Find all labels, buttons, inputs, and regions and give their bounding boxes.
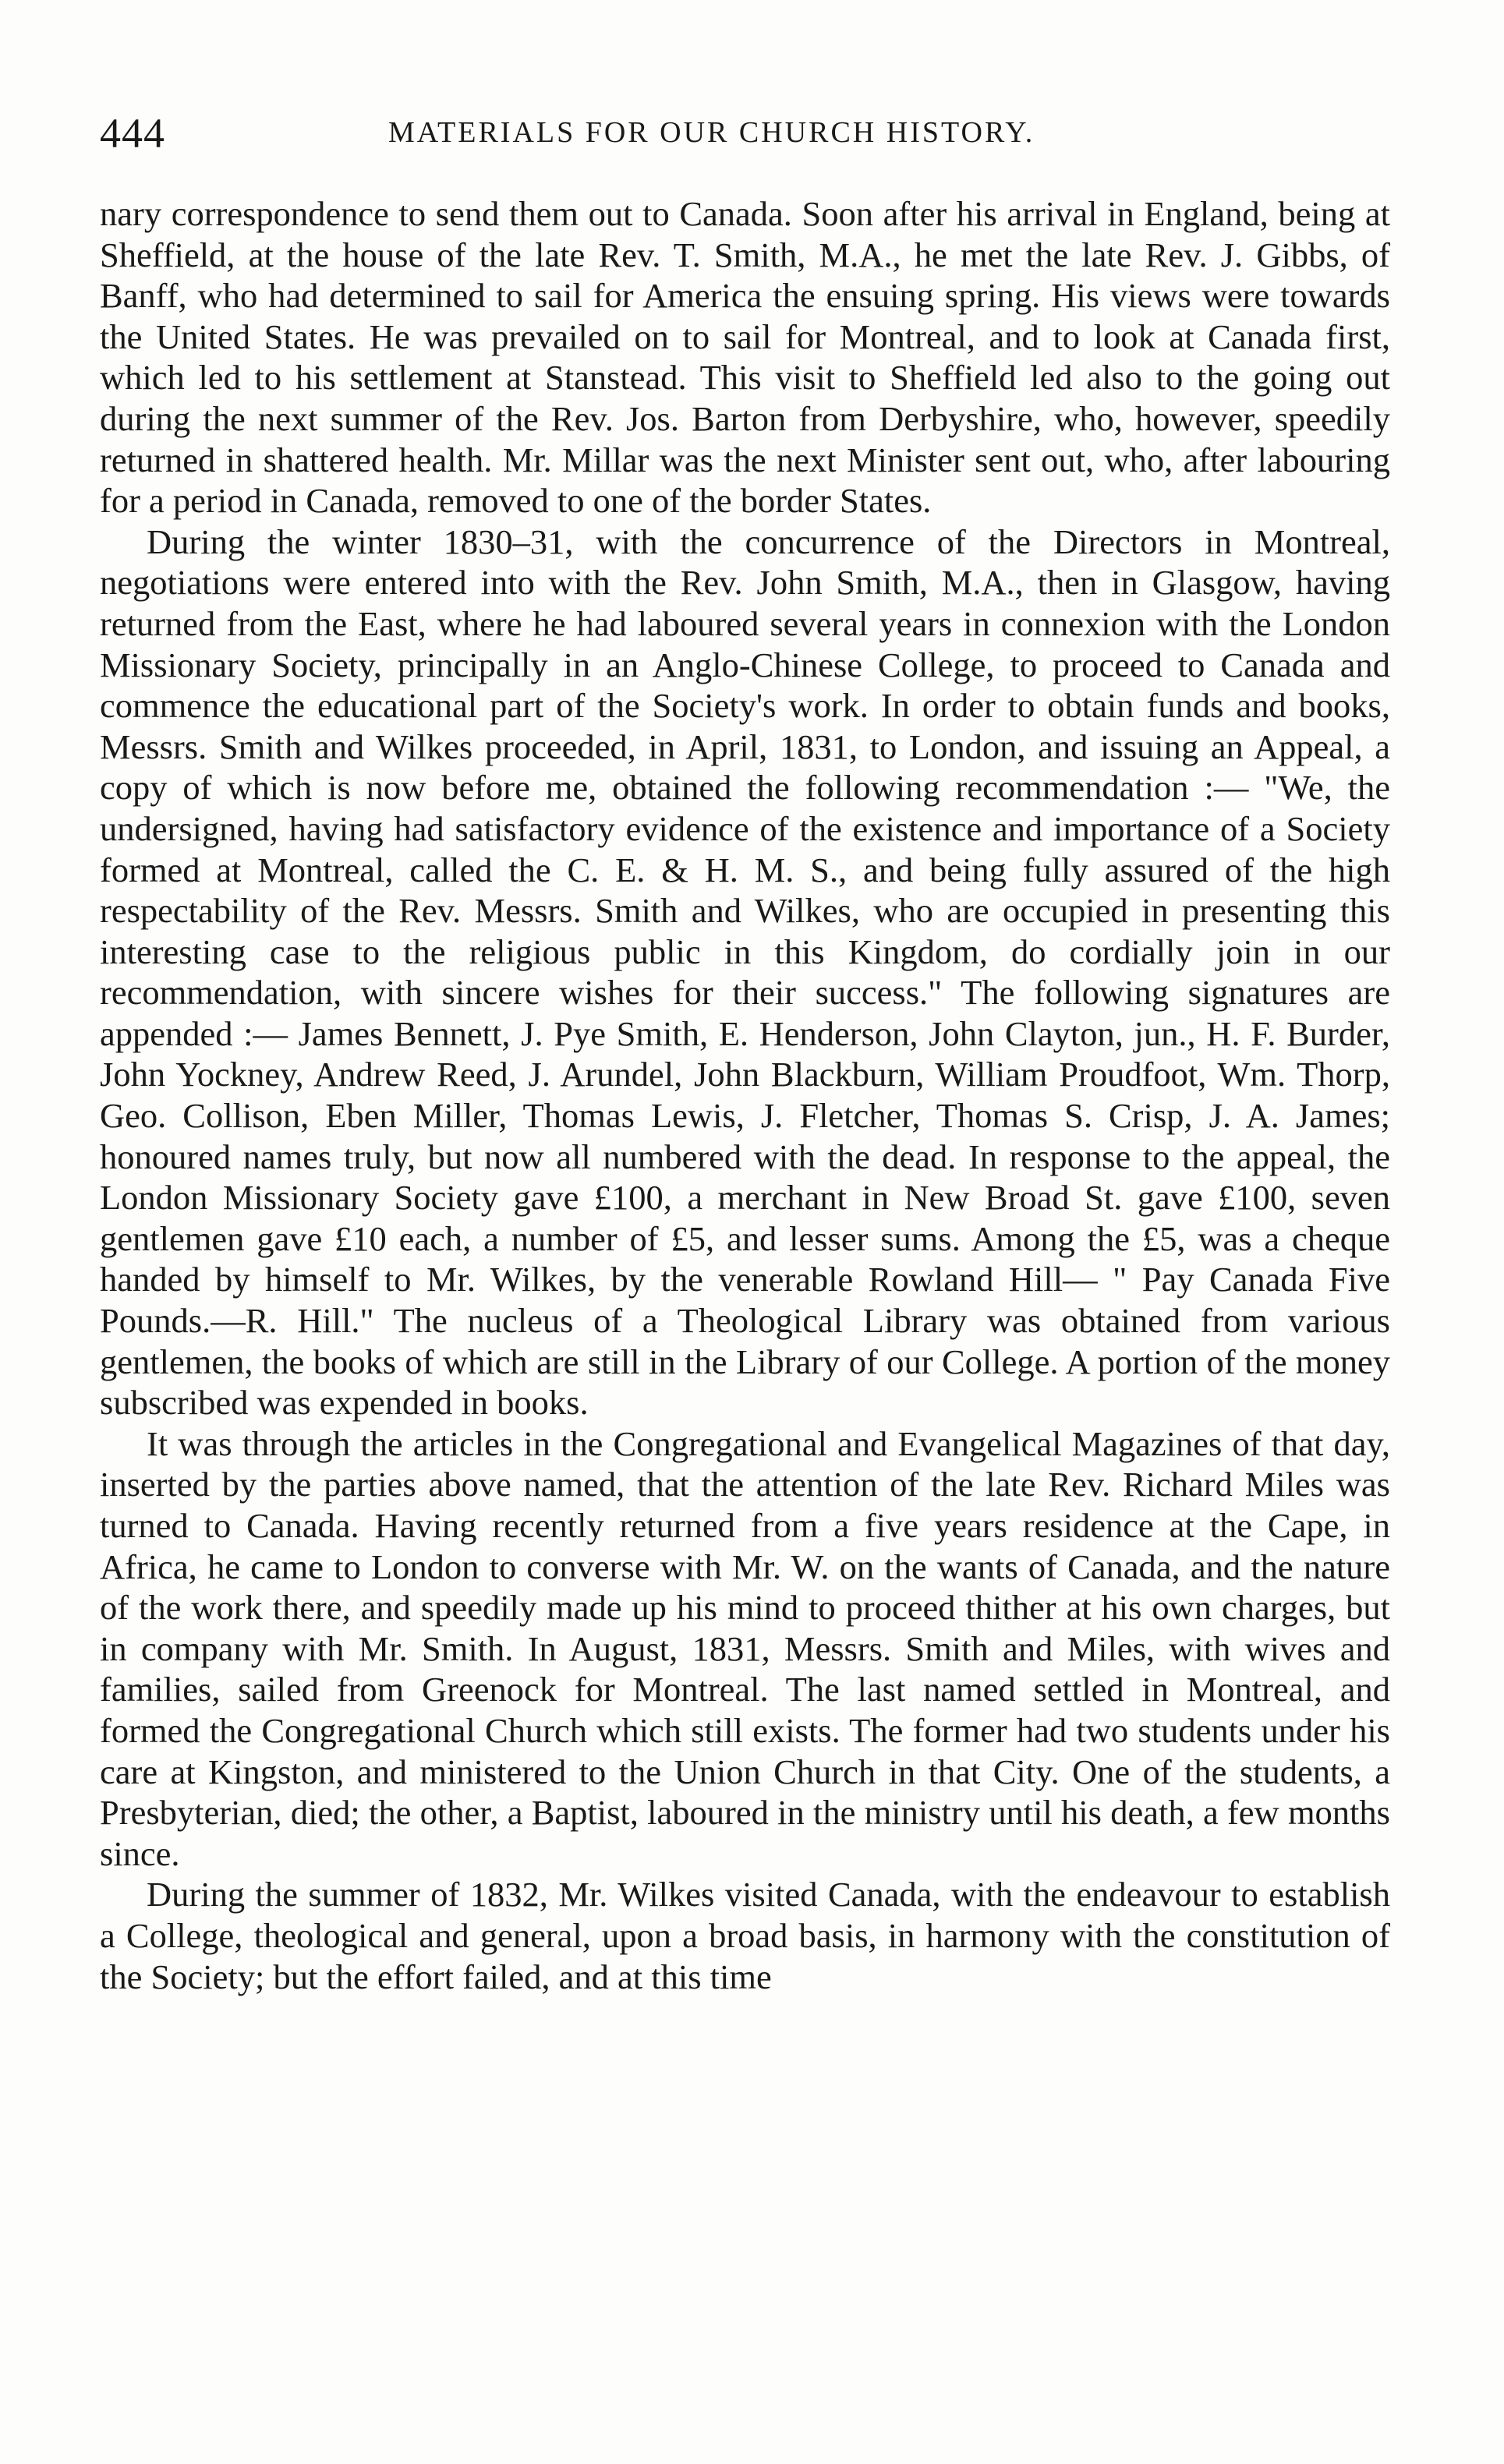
paragraph-richard-miles: It was through the articles in the Congregational and Evangelical Magazines of that day, inserted by the parties above named, that the attention of the late Rev. Richard Miles was turned to Canada. Having recently returned from a five years residence at the Cape, in Africa, he came to London to converse with Mr. W. on the wants of Canada, and the nature of the work there, and speedily made up his mind to proceed thither at his own charges, but in company with Mr. Smith. In August, 1831, Messrs. Smith and Miles, with wives and families, sailed from Greenock for Montreal. The last named settled in Montreal, and formed the Congregational Church which still exists. The former had two students under his care at Kingston, and ministered to the Union Church in that City. One of the students, a Presbyterian, died; the other, a Baptist, laboured in the ministry until his death, a few months since. — [100, 1423, 1390, 1873]
body-text — [100, 193, 1390, 1997]
page-number: 444 — [100, 110, 165, 157]
paragraph-continuation: nary correspondence to send them out to Canada. Soon after his arrival in England, being at Sheffield, at the house of the late Rev. T. Smith, M.A., he met the late Rev. J. Gibbs, of Banff, who had determined to sail for America the ensuing spring. His views were towards the United States. He was prevailed on to sail for Montreal, and to look at Canada first, which led to his settlement at Stanstead. This visit to Sheffield led also to the going out during the next summer of the Rev. Jos. Barton from Derbyshire, who, however, speedily returned in shattered health. Mr. Millar was the next Minister sent out, who, after labouring for a period in Canada, removed to one of the border States. — [100, 194, 1390, 521]
paragraph-summer-1832: During the summer of 1832, Mr. Wilkes visited Canada, with the endeavour to establish a College, theological and general, upon a broad basis, in harmony with the constitution of the Society; but the effort failed, and at this time — [100, 1875, 1390, 1996]
running-head: MATERIALS FOR OUR CHURCH HISTORY. — [388, 116, 1035, 149]
book-page — [100, 109, 1390, 1997]
page-header — [100, 109, 1390, 164]
paragraph-winter-1830: During the winter 1830–31, with the concurrence of the Directors in Montreal, negotiations were entered into with the Rev. John Smith, M.A., then in Glasgow, having returned from the East, where he had laboured several years in connexion with the London Missionary Society, principally in an Anglo-Chinese College, to proceed to Canada and commence the educational part of the Society's work. In order to obtain funds and books, Messrs. Smith and Wilkes proceeded, in April, 1831, to London, and issuing an Appeal, a copy of which is now before me, obtained the following recommendation :— "We, the undersigned, having had satisfactory evidence of the existence and importance of a Society formed at Montreal, called the C. E. & H. M. S., and being fully assured of the high respectability of the Rev. Messrs. Smith and Wilkes, who are occupied in presenting this interesting case to the religious public in this Kingdom, do cordially join in our recommendation, with sincere wishes for their success." The following signatures are appended :— James Bennett, J. Pye Smith, E. Henderson, John Clayton, jun., H. F. Burder, John Yockney, Andrew Reed, J. Arundel, John Blackburn, William Proudfoot, Wm. Thorp, Geo. Collison, Eben Miller, Thomas Lewis, J. Fletcher, Thomas S. Crisp, J. A. James; honoured names truly, but now all numbered with the dead. In response to the appeal, the London Missionary Society gave £100, a merchant in New Broad St. gave £100, seven gentlemen gave £10 each, a number of £5, and lesser sums. Among the £5, was a cheque handed by himself to Mr. Wilkes, by the venerable Rowland Hill— " Pay Canada Five Pounds.—R. Hill." The nucleus of a Theological Library was obtained from various gentlemen, the books of which are still in the Library of our College. A portion of the money subscribed was expended in books. — [100, 521, 1390, 1423]
